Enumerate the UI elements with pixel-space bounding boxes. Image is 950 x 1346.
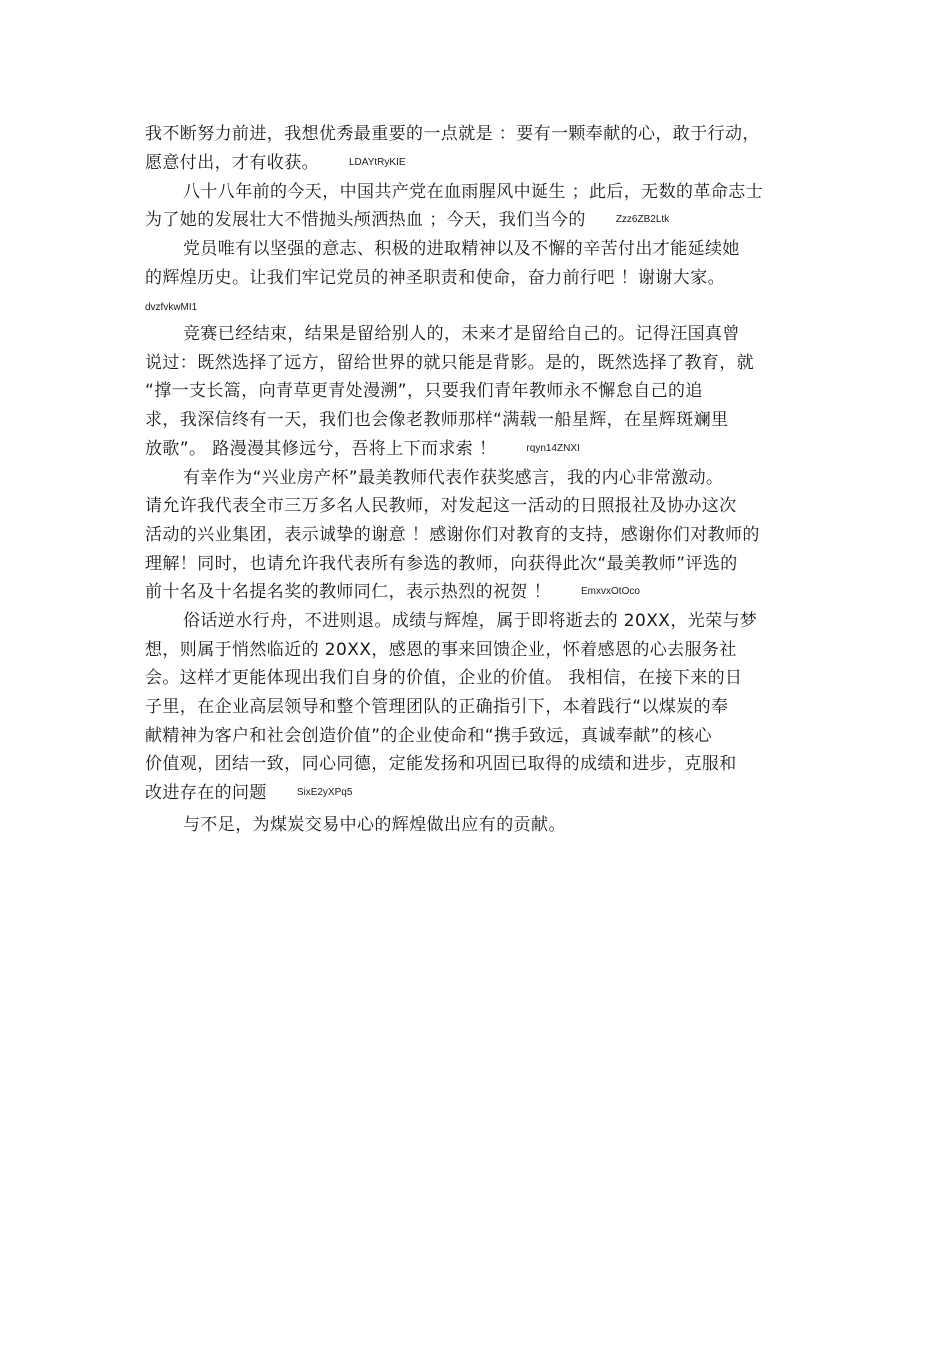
line-text: 想，则属于悄然临近的 20XX，感恩的事来回馈企业，怀着感恩的心去服务社 — [145, 640, 737, 660]
line-text: 与不足，为煤炭交易中心的辉煌做出应有的贡献。 — [183, 815, 566, 835]
text-line — [145, 725, 712, 747]
text-line — [145, 267, 725, 289]
text-line — [145, 438, 580, 460]
text-line — [145, 495, 737, 517]
line-text: “撑一支长篙，向青草更青处漫溯”，只要我们青年教师永不懈怠自己的追 — [145, 381, 703, 401]
line-text: 说过：既然选择了远方，留给世界的就只能是背影。是的，既然选择了教育，就 — [145, 353, 754, 373]
text-line — [145, 696, 728, 718]
line-text: 愿意付出，才有收获。 — [145, 153, 319, 173]
text-line — [145, 123, 760, 145]
text-line — [145, 553, 738, 575]
line-text: 为了她的发展壮大不惜抛头颅洒热血 ；今天，我们当今的 — [145, 210, 586, 230]
line-text: 活动的兴业集团，表示诚挚的谢意 ！感谢你们对教育的支持，感谢你们对教师的 — [145, 525, 760, 545]
text-line — [183, 323, 740, 345]
line-code: SixE2yXPq5 — [296, 787, 353, 798]
text-line — [183, 610, 757, 632]
line-text: 求，我深信终有一天，我们也会像老教师那样“满载一船星辉，在星辉斑斓里 — [145, 410, 729, 430]
line-text: 我不断努力前进，我想优秀最重要的一点就是 ：要有一颗奉献的心，敢于行动， — [145, 124, 760, 144]
line-text: 前十名及十名提名奖的教师同仁，表示热烈的祝贺 ！ — [145, 582, 552, 602]
text-line — [145, 409, 728, 431]
line-text: 请允许我代表全市三万多名人民教师，对发起这一活动的日照报社及协办这次 — [145, 496, 737, 516]
text-line — [145, 524, 760, 546]
text-line — [145, 782, 352, 804]
line-text: 八十八年前的今天，中国共产党在血雨腥风中诞生 ；此后，无数的革命志士 — [183, 182, 764, 202]
line-text: 有幸作为“兴业房产杯”最美教师代表作获奖感言，我的内心非常激动。 — [183, 468, 724, 488]
line-text: 的辉煌历史。让我们牢记党员的神圣职责和使命，奋力前行吧 ！谢谢大家。 — [145, 268, 726, 288]
text-line — [145, 352, 754, 374]
line-code: dvzfvkwMI1 — [145, 302, 198, 313]
line-text: 改进存在的问题 — [145, 783, 267, 803]
line-text: 俗话逆水行舟，不进则退。成绩与辉煌，属于即将逝去的 20XX，光荣与梦 — [183, 611, 758, 631]
text-line — [145, 152, 406, 174]
text-line — [145, 380, 703, 402]
line-code: rqyn14ZNXI — [526, 443, 580, 454]
text-line — [183, 181, 763, 203]
line-text: 献精神为客户和社会创造价值”的企业使命和“携手致远，真诚奉献”的核心 — [145, 726, 713, 746]
line-text: 竞赛已经结束，结果是留给别人的，未来才是留给自己的。记得汪国真曾 — [183, 324, 740, 344]
line-code: Zzz6ZB2Ltk — [615, 214, 670, 225]
text-line — [145, 667, 742, 689]
text-line — [145, 209, 669, 231]
text-line — [145, 639, 737, 661]
line-text: 放歌”。 路漫漫其修远兮，吾将上下而求索 ！ — [145, 439, 497, 459]
text-line — [183, 814, 566, 836]
text-line — [183, 238, 740, 260]
line-text: 会。这样才更能体现出我们自身的价值，企业的价值。 我相信，在接下来的日 — [145, 668, 743, 688]
text-line — [145, 581, 640, 603]
text-line — [183, 467, 723, 489]
line-text: 党员唯有以坚强的意志、积极的进取精神以及不懈的辛苦付出才能延续她 — [183, 239, 740, 259]
line-code: EmxvxOtOco — [581, 586, 640, 597]
line-code: LDAYtRyKIE — [349, 157, 406, 168]
line-text: 子里，在企业高层领导和整个管理团队的正确指引下，本着践行“以煤炭的奉 — [145, 697, 729, 717]
text-line — [145, 753, 737, 775]
line-text: 价值观，团结一致，同心同德，定能发扬和巩固已取得的成绩和进步，克服和 — [145, 754, 737, 774]
text-line — [145, 300, 197, 317]
line-text: 理解！同时，也请允许我代表所有参选的教师，向获得此次“最美教师”评选的 — [145, 554, 738, 574]
